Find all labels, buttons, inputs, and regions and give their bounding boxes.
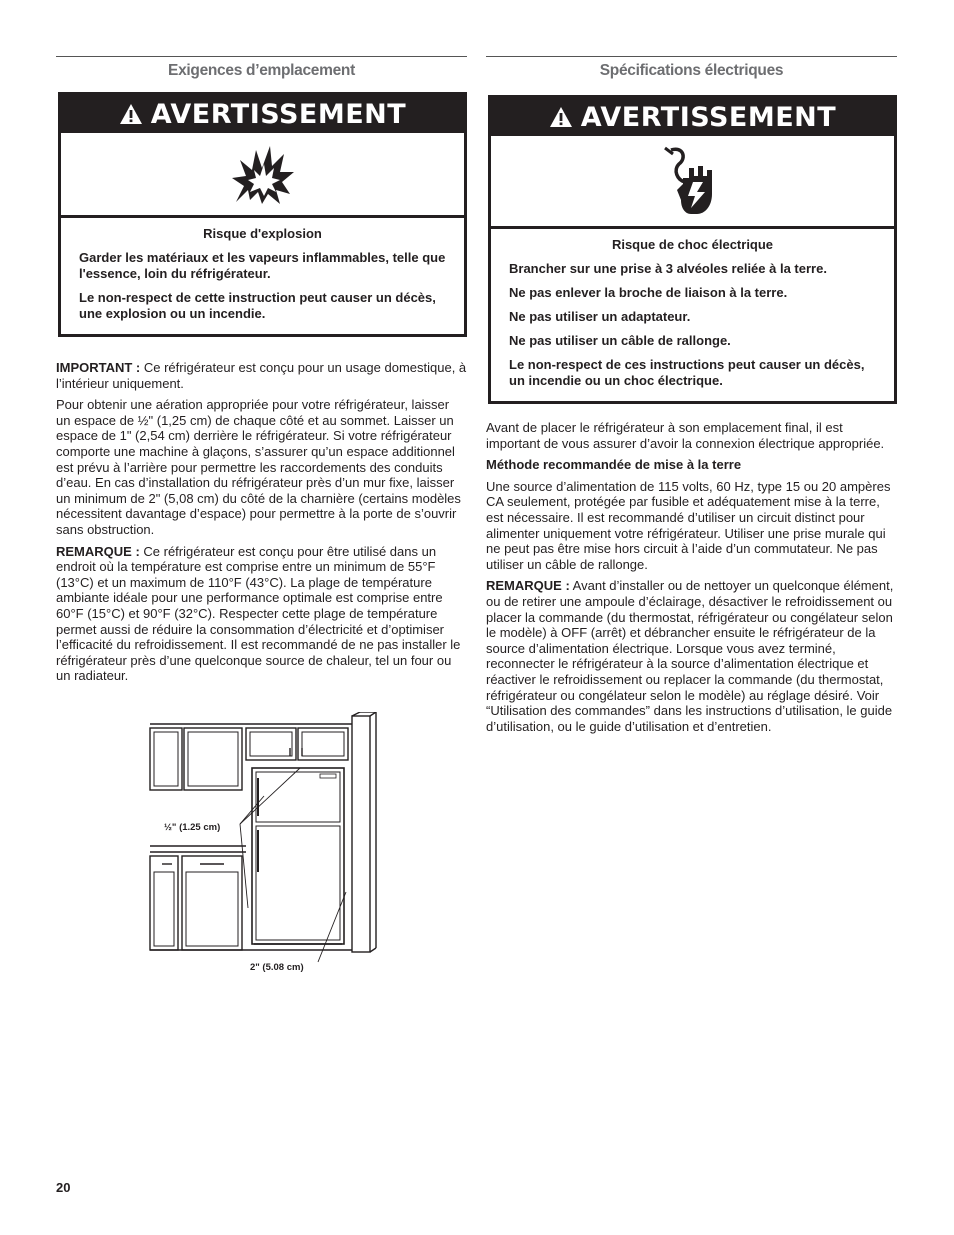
left-column <box>56 56 467 690</box>
warning-header-text: AVERTISSEMENT <box>580 101 837 133</box>
paragraph-note: REMARQUE : Avant d’installer ou de nettoyer un quelconque élément, ou de retirer une ampoule d’éclairage, désactiver le refroidissement ou placer la commande (du thermostat, réfrigérateur ou congélateur selon le modèle) à OFF (arrêt) et débrancher ensuite le réfrigérateur de la source d’alimentation électrique. Lorsque vous avez terminé, reconnecter le réfrigérateur à la source d’alimentation électrique et réactiver le refroidissement ou replacer la commande (du thermostat, réfrigérateur ou congélateur selon le modèle) au réglage désiré. Voir “Utilisation des commandes” dans les instructions d’utilisation, le guide d’utilisation, ou le guide d’utilisation et d’entretien. <box>486 578 894 734</box>
section-title-electrical: Spécifications électriques <box>599 62 784 79</box>
risk-title: Risque de choc électrique <box>611 237 774 252</box>
clearance-label-two-inch: 2" (5.08 cm) <box>250 962 304 973</box>
electrical-body <box>486 420 897 734</box>
section-rule <box>486 56 897 57</box>
electric-shock-icon <box>663 144 723 218</box>
paragraph-intro: Avant de placer le réfrigérateur à son emplacement final, il est important de vous assurer d’avoir la connexion électrique appropriée. <box>486 420 885 451</box>
method-title: Méthode recommandée de mise à la terre <box>486 457 742 473</box>
section-rule <box>56 56 467 57</box>
warning-triangle-icon <box>549 106 573 128</box>
section-title-location: Exigences d’emplacement <box>168 62 355 79</box>
warning-triangle-icon <box>119 103 143 125</box>
warning-line: Ne pas enlever la broche de liaison à la terre. <box>509 285 788 300</box>
warning-text <box>491 229 894 401</box>
explosion-icon <box>228 142 298 206</box>
location-body <box>56 360 467 684</box>
paragraph-note: REMARQUE : Ce réfrigérateur est conçu pour être utilisé dans un endroit où la température est comprise entre un minimum de 55°F (13°C) et un maximum de 110°F (43°C). La plage de température ambiante idéale pour une performance optimale est comprise entre 60°F (15°C) et 90°F (32°C). Respecter cette plage de température permet aussi de réduire la consommation d’électricité et d’optimiser l’efficacité du refroidissement. Il est recommandé de ne pas installer le réfrigérateur près d’une quelconque source de chaleur, tel un four ou un radiateur. <box>56 543 461 684</box>
warning-header <box>61 95 464 133</box>
warning-header <box>491 98 894 136</box>
paragraph-important: IMPORTANT : Ce réfrigérateur est conçu pour un usage domestique, à l’intérieur uniquement. <box>56 360 467 391</box>
warning-header-text: AVERTISSEMENT <box>150 98 407 130</box>
warning-line: Brancher sur une prise à 3 alvéoles reliée à la terre. <box>509 261 827 276</box>
clearance-label-half-inch: ½" (1.25 cm) <box>164 822 221 833</box>
paragraph-clearance: Pour obtenir une aération appropriée pour votre réfrigérateur, laisser un espace de ½" (1,25 cm) de chaque côté et au sommet. Laisser un espace de 1" (2,54 cm) derrière le réfrigérateur. Si votre réfrigérateur comporte une machine à glaçons, s’assurer qu’un espace additionnel est prévu à l’arrière pour permettre les raccordements des conduits d’eau. En cas d’installation du réfrigérateur près d’un mur fixe, laisser un minimum de 2" (5,08 cm) du côté de la charnière (certains modèles nécessitent davantage d’espace) pour permettre à la porte de s’ouvrir sans obstruction. <box>56 397 461 537</box>
explosion-icon-area <box>61 133 464 218</box>
risk-title: Risque d'explosion <box>203 226 322 241</box>
page-number: 20 <box>56 1180 71 1195</box>
warning-box-explosion <box>58 92 467 337</box>
refrigerator-installation-diagram <box>140 712 380 985</box>
paragraph-method: Une source d’alimentation de 115 volts, 60 Hz, type 15 ou 20 ampères CA seulement, protégée par fusible et adéquatement mise à la terre, est nécessaire. Il est recommandé d’utiliser un circuit distinct pour alimenter uniquement votre réfrigérateur. Utiliser une prise murale qui ne peut pas être mise hors circuit à l’aide d’un commutateur. Ne pas utiliser un câble de rallonge. <box>486 478 891 572</box>
warning-line: Ne pas utiliser un câble de rallonge. <box>509 333 731 348</box>
warning-line: Le non-respect de cette instruction peut causer un décès, une explosion ou un incendie. <box>79 290 436 321</box>
electric-shock-icon-area <box>491 136 894 229</box>
warning-line: Ne pas utiliser un adaptateur. <box>509 309 691 324</box>
warning-box-electric-shock <box>488 95 897 404</box>
warning-text <box>61 218 464 334</box>
cabinet-refrigerator-illustration <box>140 712 380 980</box>
warning-line: Le non-respect de ces instructions peut causer un décès, un incendie ou un choc électrique. <box>509 357 865 388</box>
warning-line: Garder les matériaux et les vapeurs inflammables, telle que l'essence, loin du réfrigérateur. <box>79 250 446 281</box>
right-column <box>486 56 897 740</box>
